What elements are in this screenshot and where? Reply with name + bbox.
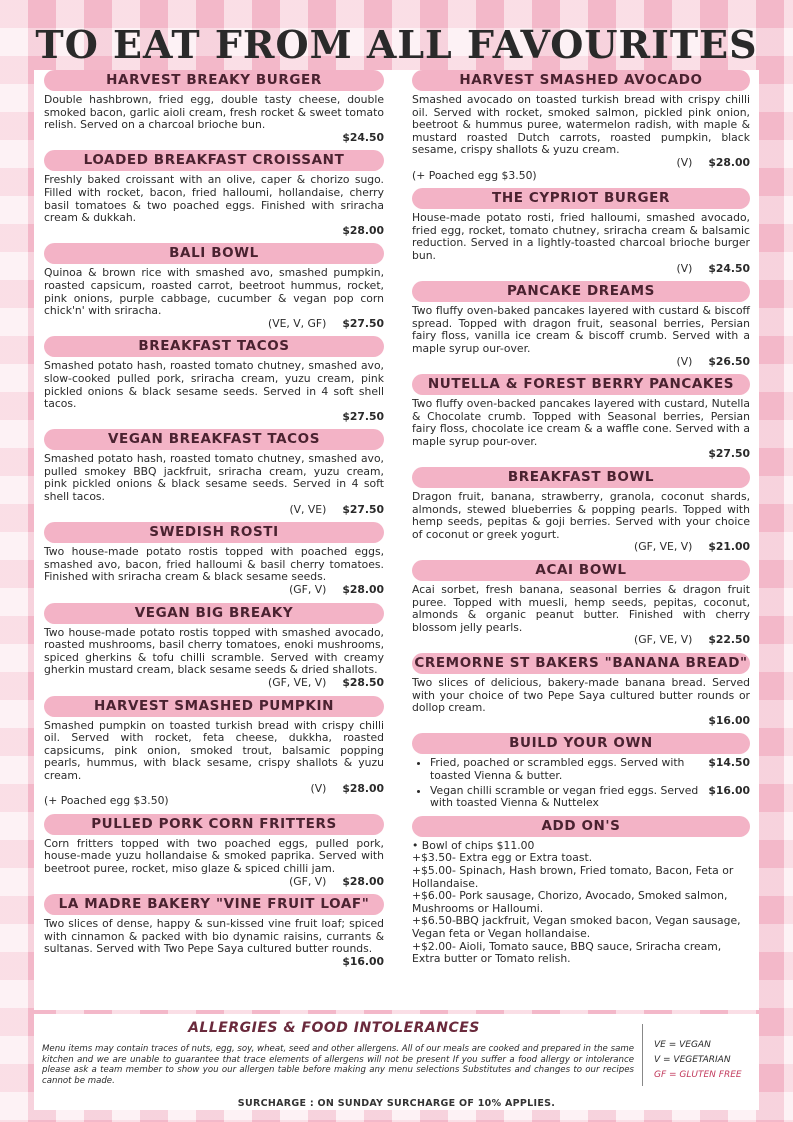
- menu-item-price: $26.50: [708, 354, 750, 368]
- menu-item-meta: [44, 132, 384, 145]
- menu-item-title: ACAI BOWL: [412, 560, 750, 581]
- menu-item-description: Dragon fruit, banana, strawberry, granola, coconut shards, almonds, stewed blueberries & popping pearls. Topped with hemp seeds, pepitas & goji berries. Served with your choice of coconut or greek yogurt.: [412, 490, 750, 541]
- menu-item-price: $16.00: [708, 713, 750, 727]
- menu-item-meta: [44, 411, 384, 424]
- diet-tags: (GF, VE, V): [634, 540, 693, 554]
- add-on-line: +$3.50- Extra egg or Extra toast.: [412, 851, 593, 865]
- menu-item-meta: [412, 448, 750, 461]
- left-column: [44, 70, 384, 975]
- menu-item-price: $24.50: [342, 130, 384, 144]
- menu-item-title: PULLED PORK CORN FRITTERS: [44, 814, 384, 835]
- menu-item-price: $22.50: [708, 633, 750, 647]
- build-your-own-section: [412, 733, 750, 809]
- build-option-text: • Fried, poached or scrambled eggs. Served with toasted Vienna & butter.: [430, 756, 685, 782]
- diet-tags: (GF, VE, V): [634, 633, 693, 647]
- menu-item-meta: [44, 956, 384, 969]
- build-your-own-title: BUILD YOUR OWN: [412, 733, 750, 754]
- menu-item-description: Two slices of dense, happy & sun-kissed vine fruit loaf; spiced with cinnamon & packed with bio dynamic raisins, currants & sultanas. Served with Two Pepe Saya cultured butter rounds.: [44, 917, 384, 956]
- add-on-line: • Bowl of chips $11.00: [412, 838, 535, 852]
- menu-item-price: $16.00: [342, 954, 384, 968]
- menu-item: [412, 467, 750, 554]
- menu-item-price: $28.00: [342, 223, 384, 237]
- right-column: [412, 70, 750, 972]
- menu-item-title: THE CYPRIOT BURGER: [412, 188, 750, 209]
- diet-tags: [44, 956, 342, 969]
- menu-item-title: LOADED BREAKFAST CROISSANT: [44, 150, 384, 171]
- menu-item-price: $28.00: [342, 583, 384, 597]
- legend-vegan: VE = VEGAN: [654, 1040, 711, 1050]
- menu-item: [412, 70, 750, 182]
- build-option-line: [430, 785, 750, 810]
- legend-divider: [642, 1024, 643, 1086]
- menu-item-meta: [412, 157, 750, 170]
- add-on-line: +$2.00- Aioli, Tomato sauce, BBQ sauce, Sriracha cream, Extra butter or Tomato relish.: [412, 939, 722, 966]
- menu-item: [44, 336, 384, 423]
- menu-item-description: Smashed potato hash, roasted tomato chutney, smashed avo, pulled smokey BBQ jackfruit, sriracha cream, yuzu cream, pink pickled onions & black sesame seeds. Served in 4 soft shell tacos.: [44, 452, 384, 504]
- menu-item-price: $27.50: [708, 447, 750, 461]
- menu-item-price: $28.00: [342, 874, 384, 888]
- menu-item-description: Two fluffy oven-backed pancakes layered with custard, Nutella & Chocolate crumb. Topped with Seasonal berries, Persian fairy floss, chocolate ice cream & a waffle cone. Served with a maple syrup pour-over.: [412, 397, 750, 448]
- build-option: [430, 785, 750, 810]
- diet-legend: [654, 1038, 742, 1083]
- menu-item-meta: [44, 318, 384, 331]
- menu-item: [412, 188, 750, 275]
- surcharge-notice: SURCHARGE : ON SUNDAY SURCHARGE OF 10% APPLIES.: [237, 1098, 556, 1109]
- menu-item-price: $21.00: [708, 540, 750, 554]
- diet-tags: [44, 411, 342, 424]
- diet-tags: (GF, V): [289, 583, 327, 597]
- diet-tags: (V): [676, 261, 693, 275]
- add-ons-list: [412, 840, 750, 966]
- diet-tags: [412, 448, 708, 461]
- add-on-line: +$5.00- Spinach, Hash brown, Fried tomato, Bacon, Feta or Hollandaise.: [412, 863, 734, 890]
- menu-item-meta: [412, 715, 750, 728]
- diet-tags: (V, VE): [289, 502, 327, 516]
- menu-item-description: Two fluffy oven-baked pancakes layered with custard & biscoff spread. Topped with dragon fruit, seasonal berries, Persian fairy floss, vanilla ice cream & biscoff crumb. Served with a maple syrup our-over.: [412, 304, 750, 355]
- build-option-line: [430, 757, 750, 782]
- menu-item-description: Corn fritters topped with two poached eggs, pulled pork, house-made yuzu hollandaise & smoked paprika. Served with beetroot puree, rocket, miso glaze & spiced chilli jam.: [44, 836, 384, 875]
- menu-item-title: HARVEST BREAKY BURGER: [44, 70, 384, 91]
- menu-item-description: Smashed avocado on toasted turkish bread with crispy chilli oil. Served with rocket, smoked salmon, pickled pink onion, beetroot & hummus puree, watermelon radish, with maple & mustard roasted Dutch carrots, roasted pumpkin, black sesame, crispy shallots & yuzu cream.: [412, 93, 750, 157]
- diet-tags: [44, 225, 342, 238]
- menu-item-price: $27.50: [342, 502, 384, 516]
- menu-item-title: VEGAN BIG BREAKY: [44, 603, 384, 624]
- legend-gluten-free: GF = GLUTEN FREE: [654, 1070, 742, 1080]
- build-option-price: $14.50: [708, 756, 750, 770]
- add-ons-title: ADD ON'S: [412, 816, 750, 837]
- menu-item-note: (+ Poached egg $3.50): [44, 794, 169, 808]
- allergy-text: Menu items may contain traces of nuts, egg, soy, wheat, seed and other allergens. All of our meals are cooked and prepared in the same kitchen and we are unable to guarantee that trace elements of allergens will not be present If you suffer a food allergy or intolerance please ask a team member to show you our allergen table before making any menu selections Substitutes and changes to our recipes cannot be made.: [42, 1044, 634, 1086]
- menu-item-title: LA MADRE BAKERY "VINE FRUIT LOAF": [44, 894, 384, 915]
- menu-item-title: SWEDISH ROSTI: [44, 522, 384, 543]
- menu-item-meta: [44, 225, 384, 238]
- menu-item-price: $27.50: [342, 409, 384, 423]
- footer-panel: [34, 1014, 759, 1110]
- page-title: TO EAT FROM ALL FAVOURITES: [35, 22, 758, 67]
- menu-item-meta: [412, 541, 750, 554]
- menu-item: [44, 696, 384, 808]
- menu-item: [412, 560, 750, 647]
- menu-item-meta: [44, 504, 384, 517]
- menu-item-price: $28.50: [342, 676, 384, 689]
- menu-item-description: Two house-made potato rostis topped with poached eggs, smashed avo, bacon, fried halloumi & basil cherry tomatoes. Finished with sriracha cream & black sesame seeds.: [44, 545, 384, 584]
- menu-item-meta: [44, 876, 384, 889]
- diet-tags: (V): [676, 354, 693, 368]
- menu-item-description: House-made potato rosti, fried halloumi, smashed avocado, fried egg, rocket, tomato chutney, sriracha cream & balsamic reduction. Served in a lightly-toasted charcoal brioche burger bun.: [412, 211, 750, 262]
- menu-item-title: NUTELLA & FOREST BERRY PANCAKES: [412, 374, 750, 395]
- menu-item-meta: [412, 634, 750, 647]
- diet-tags: (V): [310, 781, 327, 795]
- diet-tags: [44, 132, 342, 145]
- menu-item-title: HARVEST SMASHED AVOCADO: [412, 70, 750, 91]
- menu-item-title: BALI BOWL: [44, 243, 384, 264]
- build-option-text: • Vegan chilli scramble or vegan fried eggs. Served with toasted Vienna & Nuttelex: [430, 783, 699, 810]
- add-on-line: +$6.50-BBQ jackfruit, Vegan smoked bacon, Vegan sausage, Vegan feta or Vegan hollandaise.: [412, 914, 741, 940]
- menu-item-description: Two house-made potato rostis topped with smashed avocado, roasted mushrooms, basil cherry tomatoes, enoki mushrooms, spiced gherkins & tofu chilli scramble. Served with creamy gherkin mustard cream, black sesame seeds & dried shallots.: [44, 625, 384, 677]
- menu-panel: [34, 70, 759, 1010]
- diet-tags: (GF, V): [289, 874, 327, 888]
- add-on-line: +$6.00- Pork sausage, Chorizo, Avocado, Smoked salmon, Mushrooms or Halloumi.: [412, 889, 728, 915]
- menu-item-note: (+ Poached egg $3.50): [412, 168, 537, 182]
- menu-item-title: VEGAN BREAKFAST TACOS: [44, 429, 384, 450]
- menu-item-title: PANCAKE DREAMS: [412, 281, 750, 302]
- menu-item: [412, 653, 750, 727]
- diet-tags: (VE, V, GF): [268, 316, 327, 330]
- menu-item-description: Quinoa & brown rice with smashed avo, smashed pumpkin, roasted capsicum, roasted carrot, beetroot hummus, rocket, pink onions, purple cabbage, cucumber & vegan pop corn chick'n' with sriracha.: [44, 266, 384, 318]
- menu-item-description: Acai sorbet, fresh banana, seasonal berries & dragon fruit puree. Topped with muesli, hemp seeds, pepitas, coconut, almonds & organic peanut butter. Finished with cherry blossom jelly pearls.: [412, 583, 750, 634]
- menu-item: [44, 70, 384, 144]
- menu-item: [44, 243, 384, 330]
- menu-item-title: BREAKFAST TACOS: [44, 336, 384, 357]
- menu-item-price: $24.50: [708, 261, 750, 275]
- menu-item-description: Smashed pumpkin on toasted turkish bread with crispy chilli oil. Served with rocket, feta cheese, dukkha, roasted capsicums, pink onion, smoked trout, balsamic popping pearls, hummus, with black sesame, crispy shallots & yuzu cream.: [44, 718, 384, 782]
- menu-item-description: Double hashbrown, fried egg, double tasty cheese, double smoked bacon, garlic aioli cream, fresh rocket & sweet tomato relish. Served on a charcoal brioche bun.: [44, 93, 384, 132]
- diet-tags: (GF, VE, V): [268, 676, 327, 689]
- diet-tags: [412, 715, 708, 728]
- menu-item: [412, 374, 750, 461]
- menu-item: [44, 522, 384, 596]
- menu-item: [44, 429, 384, 516]
- add-ons-section: [412, 816, 750, 966]
- menu-item-meta: [412, 356, 750, 369]
- build-option-price: $16.00: [708, 783, 750, 797]
- build-your-own-options: [412, 757, 750, 809]
- menu-item-description: Two slices of delicious, bakery-made banana bread. Served with your choice of two Pepe Saya cultured butter rounds or dollop cream.: [412, 676, 750, 715]
- menu-item-price: $28.00: [342, 781, 384, 795]
- menu-item: [44, 150, 384, 237]
- diet-tags: (V): [676, 155, 693, 169]
- menu-item: [44, 814, 384, 888]
- menu-item-meta: [44, 584, 384, 597]
- menu-item-title: HARVEST SMASHED PUMPKIN: [44, 696, 384, 717]
- menu-item-title: CREMORNE ST BAKERS "BANANA BREAD": [412, 653, 750, 674]
- menu-item-price: $28.00: [708, 155, 750, 169]
- menu-item-title: BREAKFAST BOWL: [412, 467, 750, 488]
- menu-item-description: Freshly baked croissant with an olive, caper & chorizo sugo. Filled with rocket, bacon, fried halloumi, hollandaise, cherry basil tomatoes & two poached eggs. Finished with sriracha cream & dukkah.: [44, 173, 384, 225]
- menu-item: [44, 603, 384, 690]
- allergy-title: ALLERGIES & FOOD INTOLERANCES: [188, 1020, 480, 1036]
- menu-item-price: $27.50: [342, 316, 384, 330]
- menu-item-meta: [44, 677, 384, 690]
- legend-vegetarian: V = VEGETARIAN: [654, 1055, 731, 1065]
- menu-item: [44, 894, 384, 968]
- menu-item-description: Smashed potato hash, roasted tomato chutney, smashed avo, slow-cooked pulled pork, sriracha cream, yuzu cream, pink pickled onions & black sesame seeds. Served in 4 soft shell tacos.: [44, 359, 384, 411]
- menu-item: [412, 281, 750, 368]
- menu-item-meta: [412, 263, 750, 276]
- build-option: [430, 757, 750, 782]
